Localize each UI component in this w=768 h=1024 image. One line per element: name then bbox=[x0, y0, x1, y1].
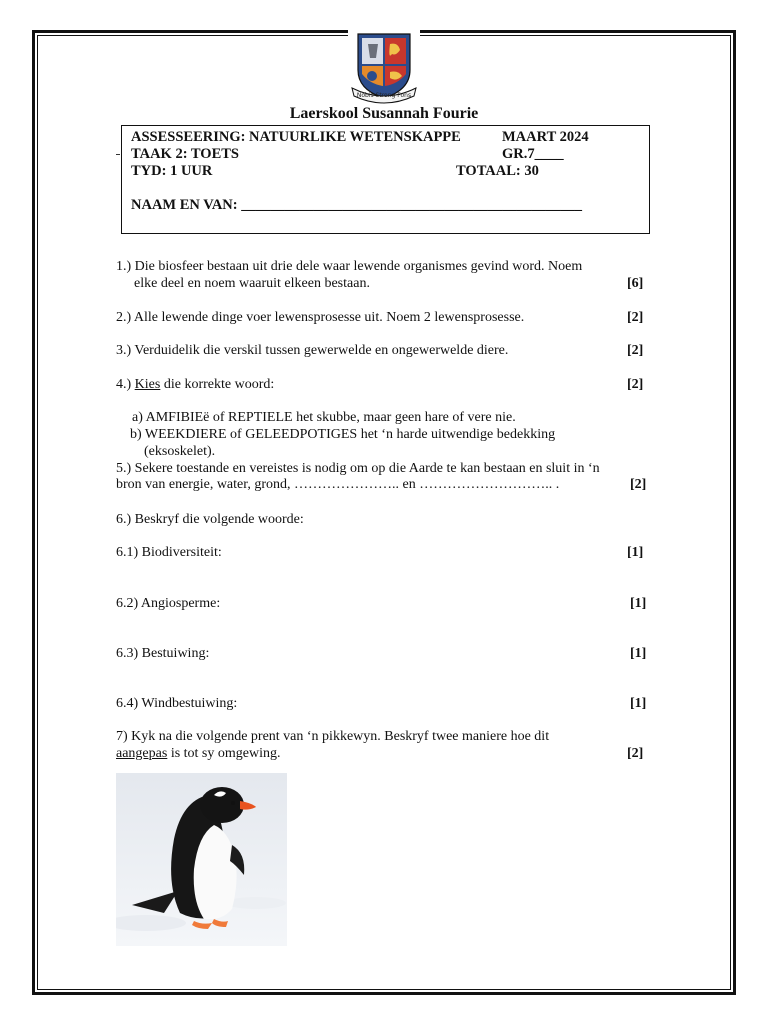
question-1-text: 1.) Die biosfeer bestaan uit drie dele waar lewende organismes gevind word. Noem bbox=[116, 259, 583, 274]
question-1-text-cont: elke deel en noem waaruit elkeen bestaan. bbox=[134, 276, 370, 291]
question-4b-text-cont: (eksoskelet). bbox=[144, 444, 216, 459]
question-3-text: 3.) Verduidelik die verskil tussen gewerwelde en ongewerwelde diere. bbox=[116, 343, 509, 358]
question-6-2-text: 6.2) Angiosperme: bbox=[116, 596, 221, 611]
crest-motto: Nobis Strong Fons bbox=[356, 92, 412, 99]
question-4-suffix: die korrekte woord: bbox=[160, 377, 275, 392]
question-4-prefix: 4.) bbox=[116, 377, 135, 392]
question-6-4-text: 6.4) Windbestuiwing: bbox=[116, 696, 238, 711]
question-2-text: 2.) Alle lewende dinge voer lewensprosesse uit. Noem 2 lewensprosesse. bbox=[116, 310, 525, 325]
question-6-1-marks: [1] bbox=[627, 545, 644, 560]
question-5-marks: [2] bbox=[630, 477, 647, 492]
margin-mark bbox=[116, 154, 120, 155]
question-4a-text: a) AMFIBIEë of REPTIELE het skubbe, maar geen hare of vere nie. bbox=[132, 410, 516, 425]
question-6-3-text: 6.3) Bestuiwing: bbox=[116, 646, 210, 661]
school-name: Laerskool Susannah Fourie bbox=[289, 105, 479, 122]
question-6-1-text: 6.1) Biodiversiteit: bbox=[116, 545, 222, 560]
question-7-underlined-word: aangepas bbox=[116, 746, 168, 761]
question-2-marks: [2] bbox=[627, 310, 644, 325]
assessment-date: MAART 2024 bbox=[502, 129, 589, 145]
subject-title: ASSESSEERING: NATUURLIKE WETENSKAPPE bbox=[131, 129, 461, 145]
question-6-4-marks: [1] bbox=[630, 696, 647, 711]
question-6-text: 6.) Beskryf die volgende woorde: bbox=[116, 512, 304, 527]
school-crest-logo bbox=[348, 30, 420, 104]
total-marks: TOTAAL: 30 bbox=[456, 163, 539, 179]
penguin-photo bbox=[116, 773, 287, 946]
question-5-text: 5.) Sekere toestande en vereistes is nodig om op die Aarde te kan bestaan en sluit in ‘n bbox=[116, 461, 600, 476]
duration: TYD: 1 UUR bbox=[131, 163, 213, 179]
question-7-suffix: is tot sy omgewing. bbox=[167, 746, 281, 761]
question-4b-text: b) WEEKDIERE of GELEEDPOTIGES het ‘n harde uitwendige bedekking bbox=[130, 427, 556, 442]
question-6-3-marks: [1] bbox=[630, 646, 647, 661]
question-7-text: 7) Kyk na die volgende prent van ‘n pikkewyn. Beskryf twee maniere hoe dit bbox=[116, 729, 550, 744]
task-title: TAAK 2: TOETS bbox=[131, 146, 239, 162]
question-4-marks: [2] bbox=[627, 377, 644, 392]
question-6-2-marks: [1] bbox=[630, 596, 647, 611]
question-7-marks: [2] bbox=[627, 746, 644, 761]
grade-field: GR.7____ bbox=[502, 146, 564, 162]
question-4-underlined-word: Kies bbox=[134, 377, 161, 392]
question-4-text bbox=[116, 377, 274, 393]
name-field: NAAM EN VAN: _______________________________________________ bbox=[131, 197, 582, 213]
question-7-text-cont bbox=[116, 746, 280, 762]
question-1-marks: [6] bbox=[627, 276, 644, 291]
question-5-text-cont: bron van energie, water, grond, ………………….. en ……………………….. . bbox=[116, 477, 560, 492]
question-3-marks: [2] bbox=[627, 343, 644, 358]
